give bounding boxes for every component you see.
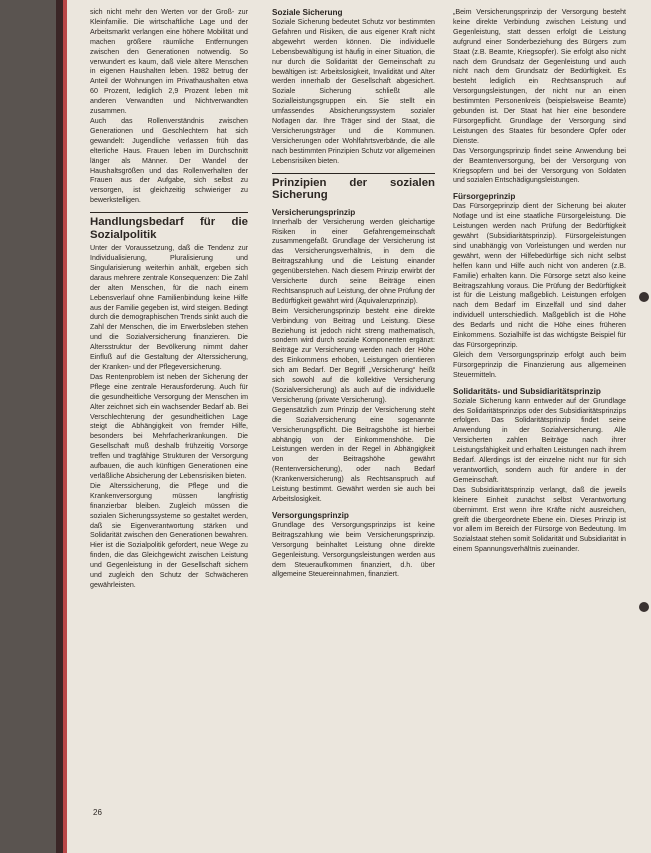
subheading: Versicherungsprinzip [272, 207, 356, 217]
paragraph: Soziale Sicherung kann entweder auf der Grundlage des Solidaritätsprinzips oder des Subsidiaritätsprinzips erfolgen. Das Solidaritätsprinzip findet seine Anwendung in der Sozialversicherung. Alle Versicherten zahlen Beiträge nach ihrer Leistungsfähigkeit und erhalten Leistungen nach ihrem Bedarf. Allerdings ist der einzelne nicht nur für sich verantwortlich, sondern auch für andere in der Gemeinschaft. [453, 396, 626, 484]
paragraph: Die Alterssicherung, die Pflege und die Krankenversorgung müssen langfristig finanzierbar bleiben. Zugleich müssen die sozialen Sicherungssysteme so gestaltet werden, daß sie Eigenverantwortung stärken und Solidarität zwischen den Generationen bewahren. Hier ist die Sozialpolitik gefordert, neue Wege zu finden, die das Gleichgewicht zwischen Leistung und Gegenleistung in der Gesellschaft sichern und zugleich den Schutz der Schwächeren gewährleisten. [90, 481, 248, 589]
paragraph: Grundlage des Versorgungsprinzips ist keine Beitragszahlung wie beim Versicherungsprinzip. Versorgung beinhaltet Leistung ohne direkte Gegenleistung. Versorgungsleistungen werden aus dem Steueraufkommen finanziert, d.h. über allgemeine Steuereinnahmen, finanziert. [272, 520, 435, 579]
binder-hole-bottom [639, 602, 649, 612]
paragraph: Das Subsidiaritätsprinzip verlangt, daß die jeweils kleinere Einheit zunächst selbst Verantwortung übernimmt. Erst wenn ihre Kräfte nicht ausreichen, greift die übergeordnete Ebene ein. Dieses Prinzip ist vor allem im Bereich der Fürsorge von Bedeutung. Im Sozialstaat stehen somit Solidarität und Subsidiarität in einem Spannungsverhältnis zueinander. [453, 485, 626, 554]
column-2 [272, 8, 435, 808]
section-heading: Handlungsbedarf für die Sozialpolitik [90, 216, 248, 241]
paragraph: Soziale Sicherung bedeutet Schutz vor bestimmten Gefahren und Risiken, die aus eigener Kraft nicht abgewehrt werden können. Die individuelle Lebensbewältigung ist häufig in einer Situation, die nur durch die Solidarität der Gemeinschaft zu bewältigen ist: Arbeitslosigkeit, Invalidität und Alter werden innerhalb der Gesellschaft abgesichert. Soziale Sicherung schließt alle Sozialleistungsgruppen ein. Sie stellt ein umfassendes Absicherungssystem sozialer Notlagen dar. Ihre Träger sind der Staat, die Versicherungsträger und die Kommunen. Versicherungen oder Wohlfahrtsverbände, die alle nach bestimmten Prinzipien Schutz vor allgemeinen Lebensrisiken bieten. [272, 18, 435, 165]
subheading: Soziale Sicherung [272, 8, 343, 17]
section-rule [90, 212, 248, 213]
paragraph: Gegensätzlich zum Prinzip der Versicherung steht die Sozialversicherung eine sogenannte Versicherungspflicht. Die Beitragshöhe ist hierbei abhängig von der Einkommenshöhe. Die Leistungen werden in der Regel in Abhängigkeit von der Beitragshöhe gewährt (Rentenversicherung), oder nach Bedarf (Krankenversicherung) als Rechtsanspruch auf Leistung bestimmt. Gewährt werden sie auch bei Arbeitslosigkeit. [272, 405, 435, 503]
paragraph: Auch das Rollenverständnis zwischen Generationen und Geschlechtern hat sich gewandelt: Jugendliche verlassen früh das elterliche Haus. Frauen leben im Durchschnitt länger als Männer. Der Wandel der Haushaltsgrößen und das Rollenverhalten der Frauen aus der Aufgabe, sich selbst zu versorgen, ist gleichzeitig schwieriger zu bewerkstelligen. [90, 116, 248, 205]
paragraph: Beim Versicherungsprinzip besteht eine direkte Verbindung von Beitrag und Leistung. Diese Beziehung ist jedoch nicht streng mathematisch, sondern wird durch soziale Komponenten ergänzt: Beiträge zur Versicherung werden nach der Höhe des Einkommens erhoben, Leistungen orientieren sich am Bedarf. Der Begriff „Versicherung“ heißt sich sowohl auf die kollektive Versicherung (Sozialversicherung) als auch auf die individuelle Versicherung (private Versicherung). [272, 306, 435, 404]
page-binding-edge [63, 0, 67, 853]
column-1 [90, 8, 248, 803]
paragraph: sich nicht mehr den Werten vor der Groß- zur Kleinfamilie. Die wirtschaftliche Lage und der Arbeitsmarkt verlangen eine höhere Mobilität und machen größere räumliche Entfernungen zwischen den Generationen notwendig. So verwundert es kaum, daß viele ältere Menschen in eigenen Haushalten leben. 1982 betrug der Anteil der Wohnungen im Privathaushalten etwa 60 Prozent, lediglich 2,9 Prozent leben mit anderen Verwandten und Nichtverwandten zusammen. [90, 8, 248, 116]
section-rule [272, 173, 435, 174]
paragraph: Innerhalb der Versicherung werden gleichartige Risiken in einer Gefahrengemeinschaft zusammengefaßt. Grundlage der Versicherung ist das Versicherungsverhältnis, in dem die Beitragszahlung und die Leistung einander gegenüberstehen. Nach diesem Prinzip erwirbt der Versicherte durch seine Beiträge einen Rechtsanspruch auf Leistung, der ohne Prüfung der Bedürftigkeit gewährt wird (Äquivalenzprinzip). [272, 217, 435, 305]
section-heading: Prinzipien der sozialen Sicherung [272, 176, 435, 202]
column-3 [453, 8, 626, 808]
paragraph: Das Versorgungsprinzip findet seine Anwendung bei der Beamtenversorgung, bei der Versorgung von Kriegsopfern und bei der Versorgung von Soldaten und sozialen Entschädigungsleistungen. [453, 146, 626, 185]
paragraph: Das Rentenproblem ist neben der Sicherung der Pflege eine zentrale Herausforderung. Auch für die gesundheitliche Versorgung der Menschen im Alter zeichnet sich ein wachsender Bedarf ab. Bei Verschlechterung der gesundheitlichen Lage steigt die Abhängigkeit von fremder Hilfe, besonders bei Mehrfacherkrankungen. Die Gesellschaft muß deshalb frühzeitig Vorsorge treffen und tragfähige Strukturen der Versorgung aufbauen, die auch künftigen Generationen eine verläßliche Absicherung der Lebensrisiken bieten. [90, 372, 248, 480]
subheading: Versorgungsprinzip [272, 510, 349, 520]
binder-hole-top [639, 292, 649, 302]
paragraph: „Beim Versicherungsprinzip der Versorgung besteht keine direkte Verbindung zwischen Leistung und Gegenleistung, statt dessen erfolgt die Leistung aufgrund einer Sonderbeziehung des Bürgers zum Staat (z.B. Beamte, Kriegsopfer). Sie erfolgt also nicht nach dem Grundsatz der Gegenleistung und auch nicht nach dem Grundsatz der Bedürftigkeit. Es besteht lediglich ein Rechtsanspruch auf Versorgungsleistungen, der nicht nur an einen bestimmten Personenkreis (beispielsweise Beamte) gebunden ist. Der Staat hat hier eine besondere Fürsorgepflicht. Grundlage der Versorgung sind Leistungen des Staates für besondere Opfer oder Dienste. [453, 8, 626, 145]
page-number: 26 [93, 808, 102, 817]
paragraph: Gleich dem Versorgungsprinzip erfolgt auch beim Fürsorgeprinzip die Finanzierung aus allgemeinen Steuermitteln. [453, 350, 626, 379]
paragraph: Unter der Voraussetzung, daß die Tendenz zur Individualisierung, Pluralisierung und Singularisierung weiterhin anhält, ergeben sich daraus mehrere zentrale Konsequenzen: Die Zahl der alten Menschen, für die nach einem Lebensverlauf ohne Familienbindung keine Hilfe aus der Familie gegeben ist, wird steigen. Bedingt durch die demographischen Trends sinkt auch die Zahl der Menschen, die im Erwerbsleben stehen und die Sozialversicherung finanzieren. Die Altersstruktur der Bevölkerung nimmt daher Einfluß auf die Gestaltung der Alterssicherung, der Kranken- und der Pflegeversicherung. [90, 244, 248, 371]
paragraph: Das Fürsorgeprinzip dient der Sicherung bei akuter Notlage und ist eine staatliche Fürsorgeleistung. Die Leistungen werden nach Prüfung der Bedürftigkeit gewährt (Subsidiaritätsprinzip). Fürsorgeleistungen sind unabhängig von Vorleistungen und werden nur gewährt, wenn der Hilfebedürftige sich nicht selbst helfen kann und Hilfe auch nicht von anderen (z.B. Familie) erhalten kann. Die Fürsorge setzt also keine Beitragszahlung voraus. Die Prüfung der Bedürftigkeit ist für die Leistung maßgeblich. Leistungen erfolgen nach dem Bedarf im Einzelfall und sind daher individuell unterschiedlich. Maßgeblich ist die Höhe des Bedarfs und nicht die Höhe eines früheren Einkommens. Sozialhilfe ist das wichtigste Beispiel für das Fürsorgeprinzip. [453, 202, 626, 349]
subheading: Solidaritäts- und Subsidiaritätsprinzip [453, 386, 601, 396]
subheading: Fürsorgeprinzip [453, 192, 516, 202]
